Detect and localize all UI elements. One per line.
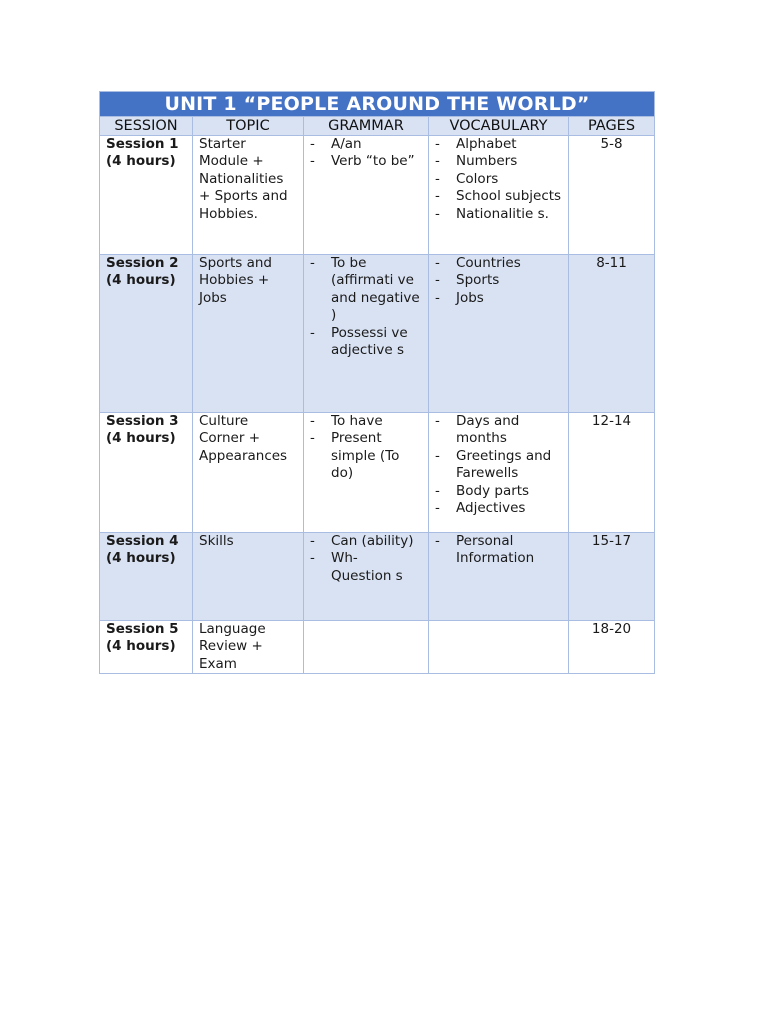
topic-cell: Culture Corner + Appearances: [193, 413, 304, 533]
column-header-grammar: GRAMMAR: [304, 117, 429, 136]
vocabulary-list: [435, 136, 562, 223]
session-hours: (4 hours): [106, 153, 176, 170]
session-cell: [100, 533, 193, 621]
list-item: - Verb “to be”: [310, 153, 422, 170]
list-item: - Colors: [435, 171, 562, 188]
pages-cell: 18-20: [569, 621, 655, 674]
session-label: Session 3: [106, 413, 179, 429]
vocabulary-cell: [429, 413, 569, 533]
list-item: - Possessi ve adjective s: [310, 325, 422, 360]
list-item: - To be (affirmati ve and negative ): [310, 255, 422, 325]
list-item: - Countries: [435, 255, 562, 272]
list-item: - Sports: [435, 272, 562, 289]
table-row: [100, 533, 655, 621]
pages-cell: 15-17: [569, 533, 655, 621]
grammar-cell: [304, 621, 429, 674]
list-item: - Present simple (To do): [310, 430, 422, 482]
list-item: - Personal Information: [435, 533, 562, 568]
list-item: - School subjects: [435, 188, 562, 205]
list-item: - Wh- Question s: [310, 550, 422, 585]
session-label: Session 5: [106, 621, 179, 637]
table-row: [100, 255, 655, 413]
list-item: - To have: [310, 413, 422, 430]
list-item: - Adjectives: [435, 500, 562, 517]
list-item: - Alphabet: [435, 136, 562, 153]
topic-cell: Sports and Hobbies + Jobs: [193, 255, 304, 413]
session-hours: (4 hours): [106, 430, 176, 447]
session-hours: (4 hours): [106, 550, 176, 567]
grammar-cell: [304, 255, 429, 413]
session-hours: (4 hours): [106, 638, 176, 655]
table-header-row: [100, 117, 655, 136]
column-header-topic: TOPIC: [193, 117, 304, 136]
grammar-cell: [304, 533, 429, 621]
column-header-session: SESSION: [100, 117, 193, 136]
column-header-vocabulary: VOCABULARY: [429, 117, 569, 136]
pages-cell: 5-8: [569, 136, 655, 255]
list-item: - Numbers: [435, 153, 562, 170]
grammar-cell: [304, 413, 429, 533]
vocabulary-list: [435, 533, 562, 568]
grammar-list: [310, 255, 422, 359]
list-item: - Jobs: [435, 290, 562, 307]
table-title-row: [100, 92, 655, 117]
topic-cell: Starter Module + Nationalities + Sports and Hobbies.: [193, 136, 304, 255]
vocabulary-list: [435, 413, 562, 517]
grammar-cell: [304, 136, 429, 255]
session-cell: [100, 413, 193, 533]
list-item: - Days and months: [435, 413, 562, 448]
list-item: - Can (ability): [310, 533, 422, 550]
session-cell: [100, 136, 193, 255]
grammar-list: [310, 533, 422, 585]
pages-cell: 8-11: [569, 255, 655, 413]
table-row: [100, 136, 655, 255]
session-cell: [100, 621, 193, 674]
vocabulary-cell: [429, 136, 569, 255]
session-label: Session 1: [106, 136, 179, 152]
session-hours: (4 hours): [106, 272, 176, 289]
session-label: Session 2: [106, 255, 179, 271]
vocabulary-cell: [429, 533, 569, 621]
vocabulary-cell: [429, 255, 569, 413]
column-header-pages: PAGES: [569, 117, 655, 136]
list-item: - Body parts: [435, 483, 562, 500]
list-item: - Nationalitie s.: [435, 206, 562, 223]
unit-title: UNIT 1 “PEOPLE AROUND THE WORLD”: [100, 92, 655, 117]
session-label: Session 4: [106, 533, 179, 549]
vocabulary-list: [435, 255, 562, 307]
grammar-list: [310, 136, 422, 171]
list-item: - Greetings and Farewells: [435, 448, 562, 483]
pages-cell: 12-14: [569, 413, 655, 533]
unit-syllabus-table: [99, 91, 655, 674]
table-row: [100, 621, 655, 674]
session-cell: [100, 255, 193, 413]
list-item: - A/an: [310, 136, 422, 153]
topic-cell: Skills: [193, 533, 304, 621]
table-row: [100, 413, 655, 533]
vocabulary-cell: [429, 621, 569, 674]
grammar-list: [310, 413, 422, 483]
topic-cell: Language Review + Exam: [193, 621, 304, 674]
